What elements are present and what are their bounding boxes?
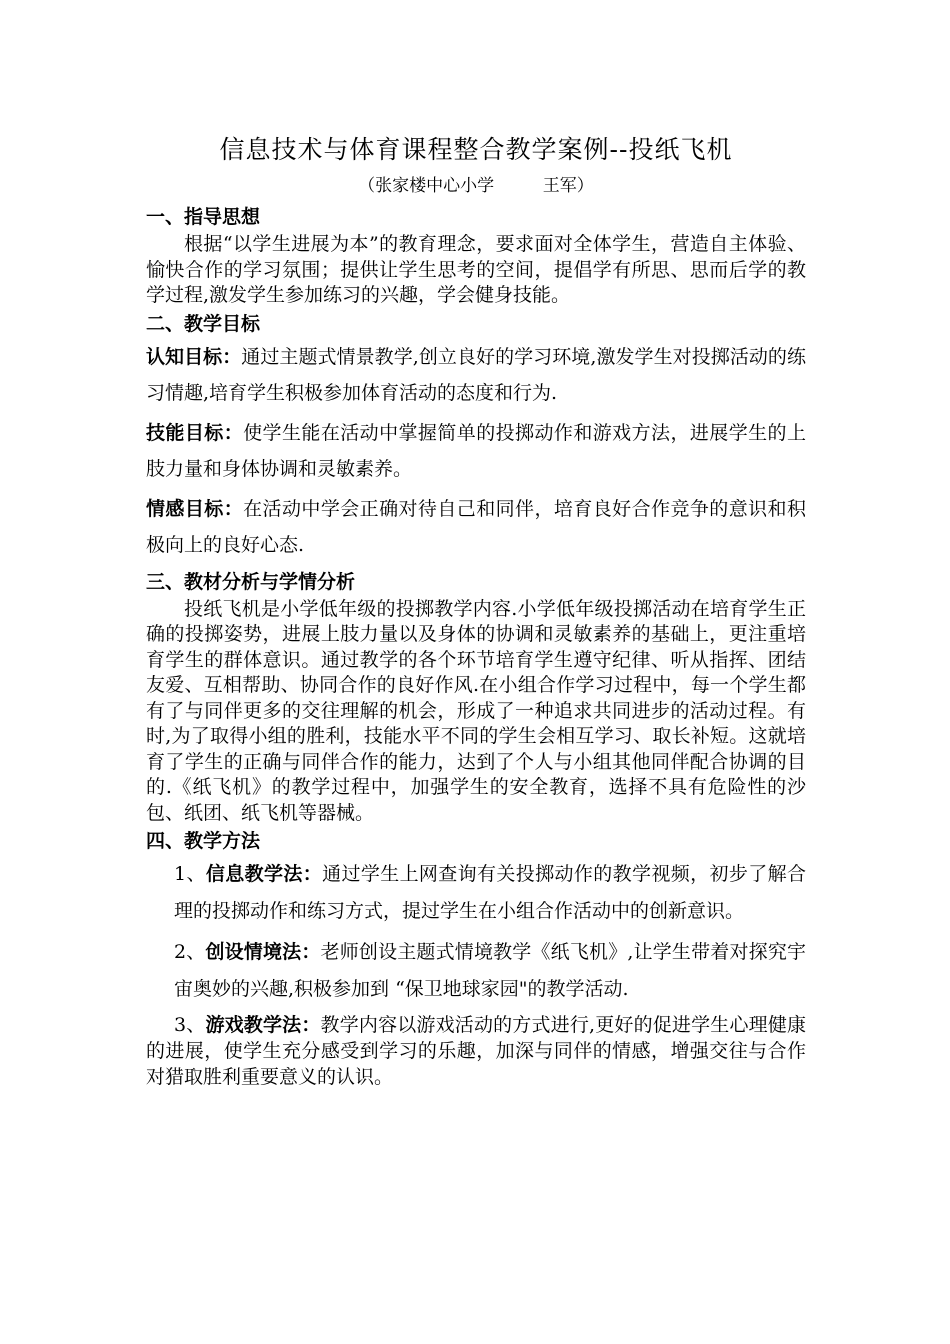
document-page xyxy=(146,130,806,1090)
method-text: 老师创设主题式情境教学《纸飞机》,让学生带着对探究宇宙奥妙的兴趣,积极参加到 “保卫地球家园"的教学活动. xyxy=(174,941,806,1000)
method-label: 游戏教学法： xyxy=(205,1014,321,1036)
section-body-guiding-thought: 根据“以学生进展为本”的教育理念，要求面对全体学生，营造自主体验、愉快合作的学习氛围；提供让学生思考的空间，提倡学有所思、思而后学的教学过程,激发学生参加练习的兴趣，学会健身技能。 xyxy=(146,233,806,306)
goal-skill xyxy=(146,415,806,487)
method-item xyxy=(146,1012,806,1090)
method-item xyxy=(146,934,806,1008)
method-number: 3、 xyxy=(174,1014,206,1036)
method-label: 创设情境法： xyxy=(205,941,321,963)
method-text: 教学内容以游戏活动的方式进行,更好的促进学生心理健康的进展，使学生充分感受到学习的乐趣，加深与同伴的情感，增强交往与合作对猎取胜利重要意义的认识。 xyxy=(146,1014,806,1088)
method-label: 信息教学法： xyxy=(205,863,323,885)
section-heading-guiding-thought: 一、指导思想 xyxy=(146,206,261,228)
section-heading-material-analysis: 三、教材分析与学情分析 xyxy=(146,570,356,593)
goal-text: 通过主题式情景教学,创立良好的学习环境,激发学生对投掷活动的练习情趣,培育学生积极参加体育活动的态度和行为. xyxy=(146,345,806,404)
document-author: （张家楼中心小学 王军） xyxy=(358,176,594,196)
section-heading-teaching-methods: 四、教学方法 xyxy=(146,830,261,852)
goal-label: 情感目标： xyxy=(146,497,244,520)
goal-label: 认知目标： xyxy=(146,345,242,368)
method-item xyxy=(146,856,806,930)
goal-text: 使学生能在活动中掌握简单的投掷动作和游戏方法，进展学生的上肢力量和身体协调和灵敏素养。 xyxy=(146,421,806,480)
goal-cognitive xyxy=(146,339,806,411)
method-number: 2、 xyxy=(174,941,206,963)
method-text: 通过学生上网查询有关投掷动作的教学视频，初步了解合理的投掷动作和练习方式，提过学生在小组合作活动中的创新意识。 xyxy=(174,863,806,922)
section-heading-teaching-goals: 二、教学目标 xyxy=(146,312,261,335)
goal-emotion xyxy=(146,491,806,563)
section-body-material-analysis: 投纸飞机是小学低年级的投掷教学内容.小学低年级投掷活动在培育学生正确的投掷姿势，进展上肢力量以及身体的协调和灵敏素养的基础上，更注重培育学生的群体意识。通过教学的各个环节培育学生遵守纪律、听从指挥、团结友爱、互相帮助、协同合作的良好作风.在小组合作学习过程中，每一个学生都有了与同伴更多的交往理解的机会，形成了一种追求共同进步的活动过程。有时,为了取得小组的胜利，技能水平不同的学生会相互学习、取长补短。这就培育了学生的正确与同伴合作的能力，达到了个人与小组其他同伴配合协调的目的.《纸飞机》的教学过程中，加强学生的安全教育，选择不具有危险性的沙包、纸团、纸飞机等器械。 xyxy=(146,597,806,824)
document-title: 信息技术与体育课程整合教学案例--投纸飞机 xyxy=(219,135,733,164)
goal-label: 技能目标： xyxy=(146,421,244,444)
method-number: 1、 xyxy=(174,863,206,885)
goal-text: 在活动中学会正确对待自己和同伴，培育良好合作竞争的意识和积极向上的良好心态. xyxy=(146,497,806,556)
